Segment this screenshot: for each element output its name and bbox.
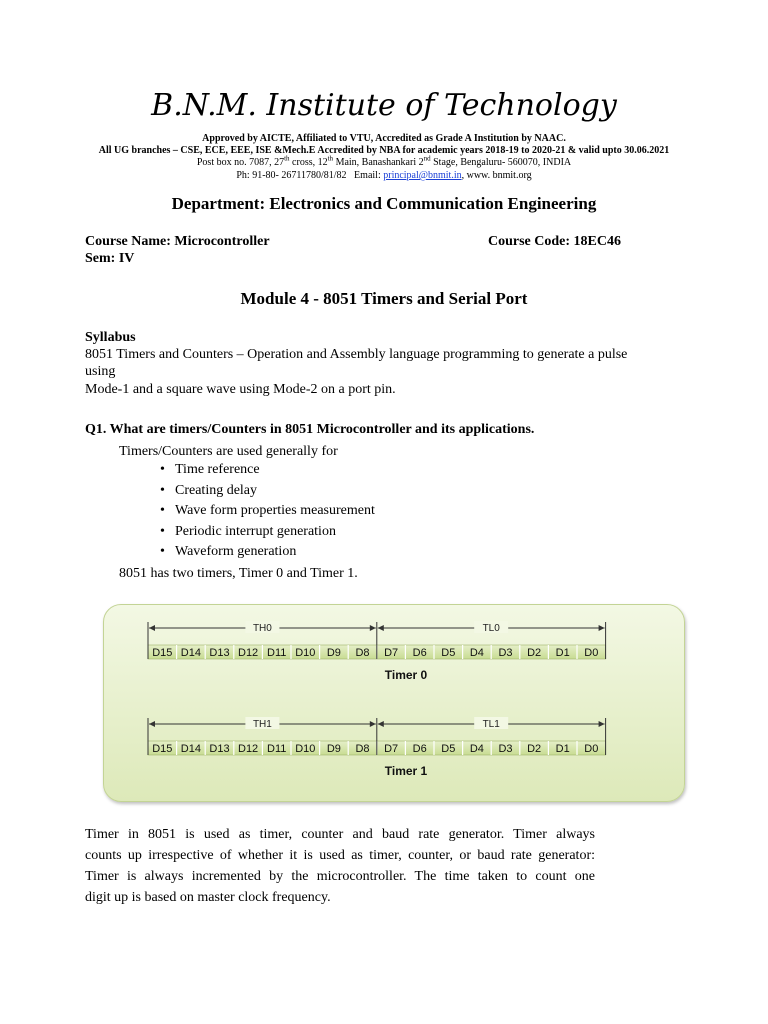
website-text: , www. bnmit.org bbox=[461, 170, 532, 181]
timer-caption: Timer 0 bbox=[384, 668, 428, 682]
bit-label: D3 bbox=[498, 743, 513, 755]
bit-label: D1 bbox=[555, 743, 570, 755]
low-byte-label: TL0 bbox=[482, 623, 500, 634]
bit-label: D11 bbox=[267, 743, 287, 755]
timer-caption: Timer 1 bbox=[384, 764, 428, 778]
syllabus-line: using bbox=[85, 364, 116, 379]
bit-label: D13 bbox=[209, 743, 230, 755]
timer-register-svg bbox=[104, 605, 684, 801]
low-byte-arrow-head bbox=[599, 625, 605, 631]
email-link[interactable]: principal@bnmit.in bbox=[383, 170, 462, 181]
address-part: cross, 12 bbox=[289, 157, 328, 168]
timers-note: 8051 has two timers, Timer 0 and Timer 1. bbox=[119, 566, 358, 581]
question-intro: Timers/Counters are used generally for bbox=[119, 444, 338, 459]
bit-label: D12 bbox=[238, 647, 259, 659]
bit-label: D0 bbox=[584, 743, 599, 755]
address-part: Post box no. 7087, 27 bbox=[196, 157, 285, 168]
bit-label: D0 bbox=[584, 647, 599, 659]
high-byte-label: TH1 bbox=[252, 719, 272, 730]
bit-label: D4 bbox=[469, 743, 484, 755]
address-line bbox=[0, 154, 768, 169]
timer-description bbox=[85, 824, 595, 908]
low-byte-arrow-head bbox=[378, 721, 384, 727]
syllabus-heading: Syllabus bbox=[85, 330, 136, 345]
paragraph-line: Timer in 8051 is used as timer, counter and baud rate generator. Timer always bbox=[85, 827, 595, 842]
list-item: • Creating delay bbox=[158, 482, 375, 503]
bit-label: D8 bbox=[355, 647, 370, 659]
bit-label: D6 bbox=[412, 647, 427, 659]
list-item: • Wave form properties measurement bbox=[158, 502, 375, 523]
bit-label: D7 bbox=[384, 743, 399, 755]
bit-label: D8 bbox=[355, 743, 370, 755]
low-byte-arrow-head bbox=[599, 721, 605, 727]
paragraph-line: Timer is always incremented by the microcontroller. The time taken to count one bbox=[85, 869, 595, 884]
bit-label: D15 bbox=[152, 743, 173, 755]
list-item: • Waveform generation bbox=[158, 543, 375, 564]
bit-label: D13 bbox=[209, 647, 230, 659]
syllabus-line: 8051 Timers and Counters – Operation and Assembly language programming to generate a pulse bbox=[85, 347, 628, 362]
high-byte-arrow-head bbox=[370, 721, 376, 727]
address-sup: th bbox=[284, 154, 290, 163]
high-byte-arrow-head bbox=[149, 721, 155, 727]
bit-label: D15 bbox=[152, 647, 173, 659]
bit-label: D5 bbox=[441, 743, 456, 755]
bit-label: D7 bbox=[384, 647, 399, 659]
semester: Sem: IV bbox=[85, 251, 135, 266]
module-title: Module 4 - 8051 Timers and Serial Port bbox=[240, 289, 528, 308]
high-byte-arrow-head bbox=[149, 625, 155, 631]
address-part: Stage, Bengaluru- 560070, INDIA bbox=[430, 157, 572, 168]
paragraph-line: digit up is based on master clock frequency. bbox=[85, 890, 331, 905]
low-byte-arrow-head bbox=[378, 625, 384, 631]
address-part: Main, Banashankari 2 bbox=[333, 157, 424, 168]
bit-label: D14 bbox=[180, 647, 201, 659]
department-title: Department: Electronics and Communication Engineering bbox=[171, 194, 597, 213]
low-byte-label: TL1 bbox=[482, 719, 500, 730]
course-code: Course Code: 18EC46 bbox=[488, 234, 621, 249]
address-sup: th bbox=[327, 154, 334, 163]
approval-line: Approved by AICTE, Affiliated to VTU, Accredited as Grade A Institution by NAAC. bbox=[202, 133, 566, 144]
bit-label: D11 bbox=[267, 647, 287, 659]
bit-label: D9 bbox=[326, 647, 341, 659]
bit-label: D14 bbox=[180, 743, 201, 755]
course-name: Course Name: Microcontroller bbox=[85, 234, 270, 249]
list-item: • Time reference bbox=[158, 461, 375, 482]
timer-register-diagram bbox=[103, 604, 685, 802]
bit-label: D12 bbox=[238, 743, 259, 755]
paragraph-line: counts up irrespective of whether it is used as timer, counter, or baud rate generator: bbox=[85, 848, 595, 863]
bit-label: D2 bbox=[527, 647, 542, 659]
list-item: • Periodic interrupt generation bbox=[158, 523, 375, 544]
accreditation-line: All UG branches – CSE, ECE, EEE, ISE &Mech.E Accredited by NBA for academic years 2018-19 to 2020-21 & valid upto 30.06.2021 bbox=[98, 145, 670, 156]
bit-label: D10 bbox=[295, 743, 316, 755]
syllabus-line: Mode-1 and a square wave using Mode-2 on a port pin. bbox=[85, 382, 396, 397]
question-heading: Q1. What are timers/Counters in 8051 Microcontroller and its applications. bbox=[85, 422, 535, 437]
bit-label: D1 bbox=[555, 647, 570, 659]
high-byte-arrow-head bbox=[370, 625, 376, 631]
bit-label: D10 bbox=[295, 647, 316, 659]
bit-label: D5 bbox=[441, 647, 456, 659]
contact-line bbox=[0, 170, 768, 182]
bit-label: D6 bbox=[412, 743, 427, 755]
bit-label: D2 bbox=[527, 743, 542, 755]
bit-label: D9 bbox=[326, 743, 341, 755]
bit-label: D4 bbox=[469, 647, 484, 659]
bit-label: D3 bbox=[498, 647, 513, 659]
institute-name: B.N.M. Institute of Technology bbox=[151, 88, 617, 123]
phone-text: Ph: 91-80- 26711780/81/82 Email: bbox=[236, 170, 384, 181]
applications-list bbox=[158, 461, 375, 564]
high-byte-label: TH0 bbox=[252, 623, 272, 634]
address-sup: nd bbox=[423, 154, 431, 163]
